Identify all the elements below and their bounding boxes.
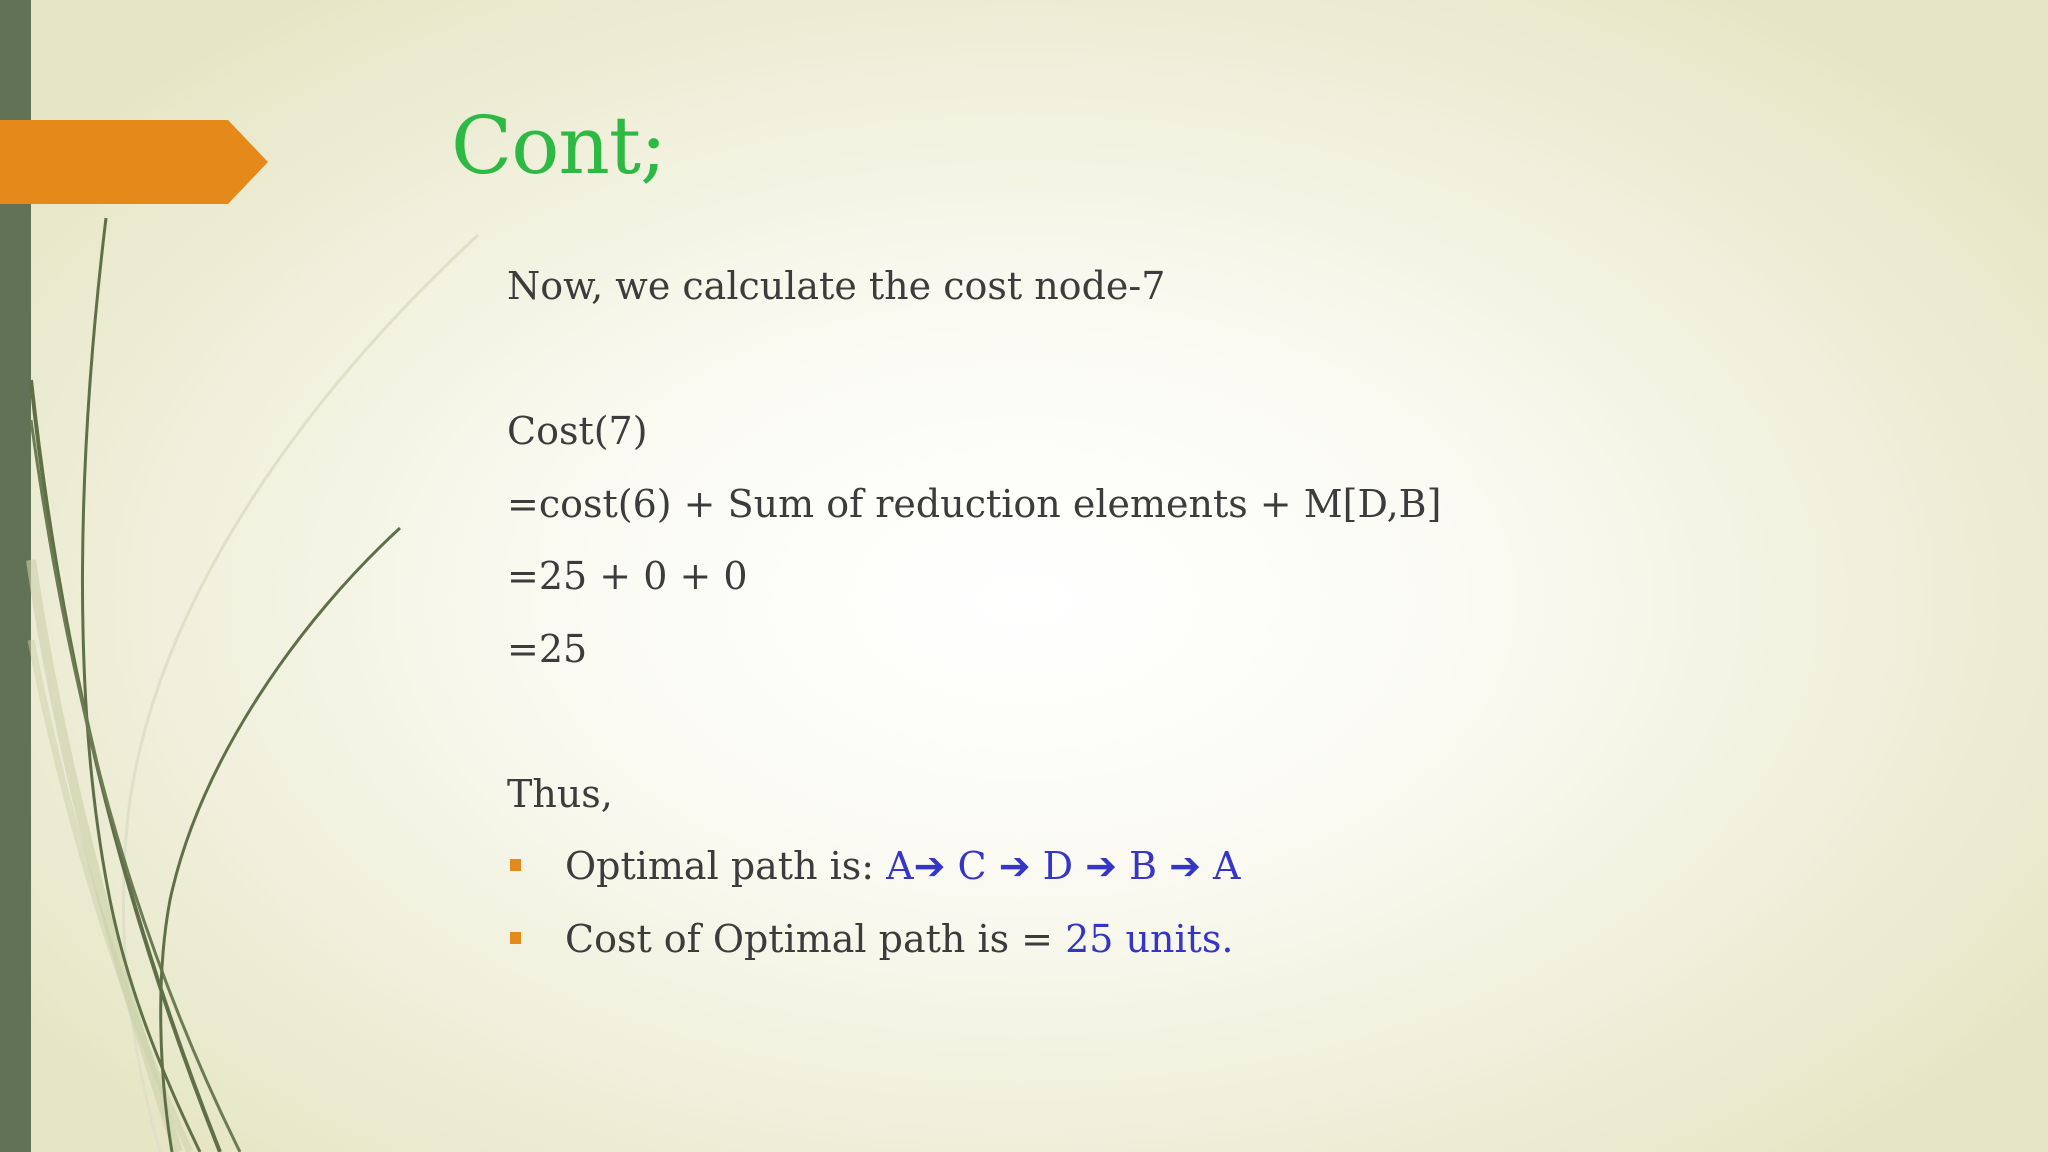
bullet-prefix: Cost of Optimal path is =: [565, 916, 1066, 961]
cost-label: Cost(7): [507, 409, 648, 453]
square-bullet-icon: [510, 859, 521, 871]
calc-step-3: =25: [507, 626, 588, 671]
intro-text: Now, we calculate the cost node-7: [507, 264, 1166, 308]
orange-arrow-banner: [0, 120, 268, 204]
slide-body: [507, 250, 1907, 975]
bullet-prefix: Optimal path is:: [565, 844, 887, 888]
square-bullet-icon: [510, 932, 521, 944]
bullet-optimal-cost: [507, 903, 1907, 976]
optimal-path-value: A➔ C ➔ D ➔ B ➔ A: [886, 844, 1241, 888]
conclusion-text: Thus,: [507, 771, 613, 816]
optimal-cost-value: 25 units.: [1065, 916, 1234, 961]
spacer: [507, 323, 1907, 396]
slide-title: Cont;: [451, 99, 666, 192]
spacer: [507, 685, 1907, 758]
bullet-optimal-path: [507, 830, 1907, 903]
calc-step-2: =25 + 0 + 0: [507, 554, 748, 598]
calc-step-1: =cost(6) + Sum of reduction elements + M[D,B]: [507, 481, 1442, 526]
